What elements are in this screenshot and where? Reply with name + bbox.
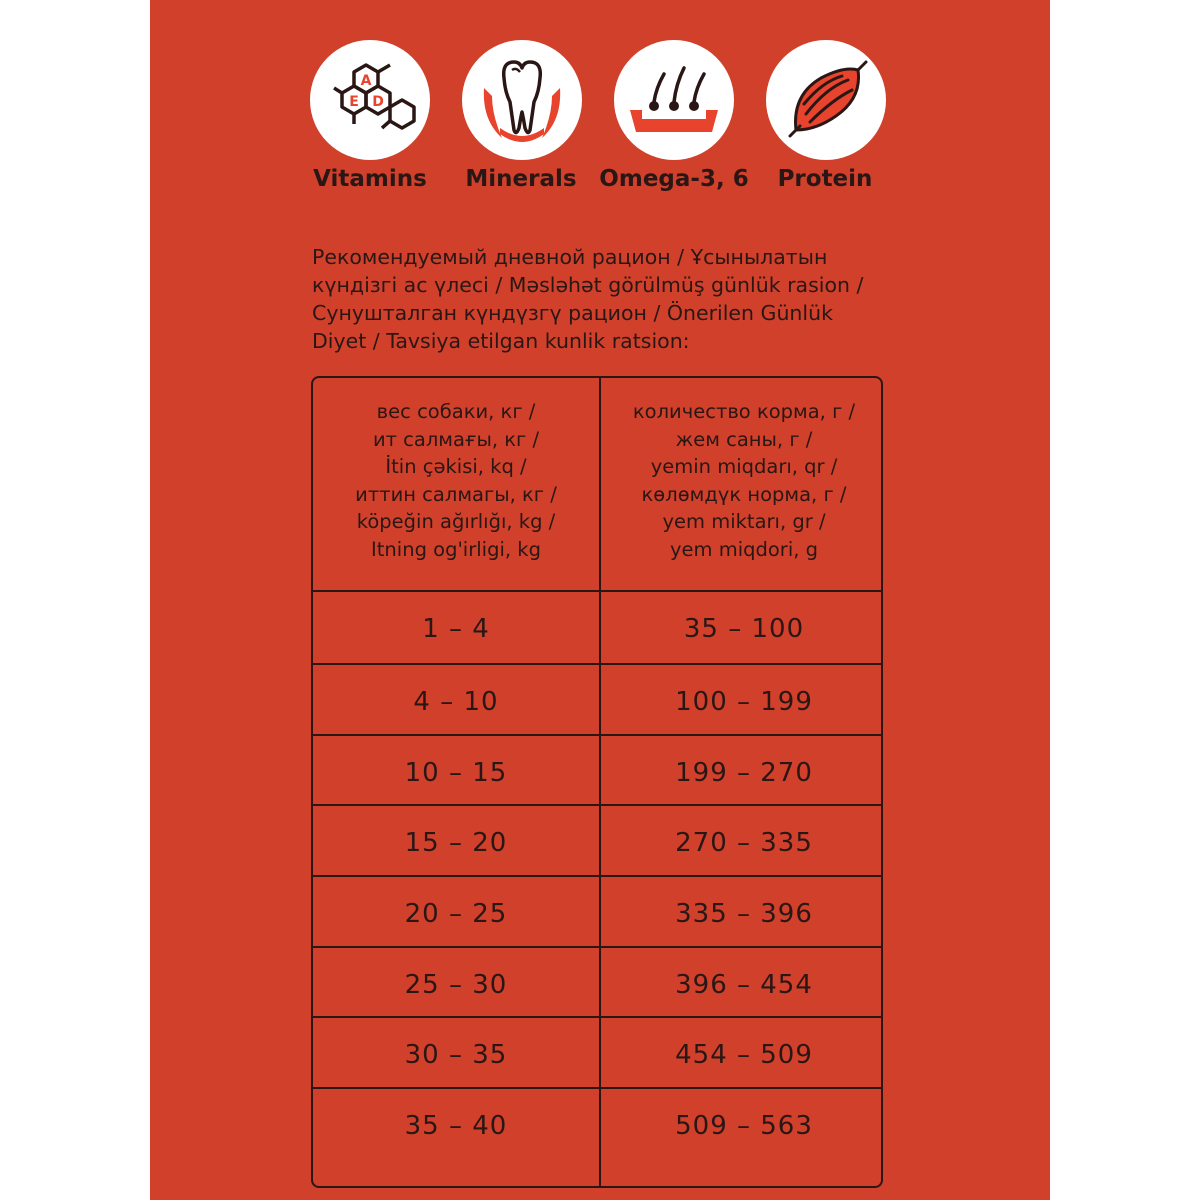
weight-column-header — [313, 398, 599, 563]
weight-cell: 15 – 20 — [404, 828, 508, 858]
table-row — [313, 665, 881, 735]
table-row — [313, 736, 881, 806]
amount-cell: 396 – 454 — [675, 970, 813, 1000]
feature-label-omega: Omega-3, 6 — [599, 166, 749, 192]
feature-label-vitamins: Vitamins — [313, 166, 427, 192]
table-row — [313, 877, 881, 947]
heading-line: Рекомендуемый дневной рацион / Ұсынылатын — [312, 245, 828, 269]
header-line: көлөмдүк норма, г / — [641, 482, 847, 506]
vitamin-d-letter: D — [372, 94, 384, 110]
header-line: İtin çəkisi, kq / — [385, 455, 527, 478]
weight-cell: 35 – 40 — [404, 1111, 508, 1141]
weight-cell: 25 – 30 — [404, 970, 508, 1000]
daily-ration-heading — [312, 243, 892, 355]
weight-cell: 10 – 15 — [404, 758, 508, 788]
header-line: köpeğin ağırlığı, kg / — [356, 510, 556, 533]
heading-line: күндізгі ас үлесі / Məsləhət görülmüş günlük rasion / — [312, 273, 864, 297]
header-line: yemin miqdarı, qr / — [650, 455, 838, 478]
header-line: yem miktarı, gr / — [662, 510, 826, 533]
amount-cell: 454 – 509 — [675, 1040, 813, 1070]
amount-cell: 509 – 563 — [675, 1111, 813, 1141]
amount-cell: 335 – 396 — [675, 899, 813, 929]
weight-cell: 4 – 10 — [413, 687, 499, 717]
amount-cell: 270 – 335 — [675, 828, 813, 858]
header-line: ит салмағы, кг / — [372, 427, 540, 451]
heading-line: Сунушталган күндүзгү рацион / Önerilen Günlük — [312, 301, 833, 325]
header-line: yem miqdori, g — [669, 537, 819, 561]
feature-label-minerals: Minerals — [465, 166, 577, 192]
amount-cell: 100 – 199 — [675, 687, 813, 717]
table-row — [313, 1018, 881, 1088]
hair-skin-icon — [614, 40, 734, 160]
header-line: количество корма, г / — [632, 400, 856, 423]
table-row — [313, 592, 881, 662]
amount-cell: 199 – 270 — [675, 758, 813, 788]
table-row — [313, 1089, 881, 1159]
heading-line: Diyet / Tavsiya etilgan kunlik ratsion: — [312, 329, 690, 353]
table-row — [313, 806, 881, 876]
header-line: Itning og'irligi, kg — [371, 537, 541, 561]
header-line: жем саны, г / — [675, 427, 813, 451]
amount-cell: 35 – 100 — [683, 614, 805, 644]
feeding-table — [311, 376, 883, 1188]
vitamin-e-letter: E — [349, 94, 359, 110]
tooth-icon — [462, 40, 582, 160]
vitamins-icon — [310, 40, 430, 160]
header-line: иттин салмагы, кг / — [355, 482, 557, 506]
amount-column-header — [601, 398, 883, 563]
header-line: вес собаки, кг / — [376, 400, 536, 423]
weight-cell: 1 – 4 — [422, 614, 490, 644]
muscle-icon — [766, 40, 886, 160]
feature-label-protein: Protein — [777, 166, 873, 192]
weight-cell: 20 – 25 — [404, 899, 508, 929]
vitamin-a-letter: A — [360, 73, 372, 89]
table-row — [313, 948, 881, 1018]
weight-cell: 30 – 35 — [404, 1040, 508, 1070]
